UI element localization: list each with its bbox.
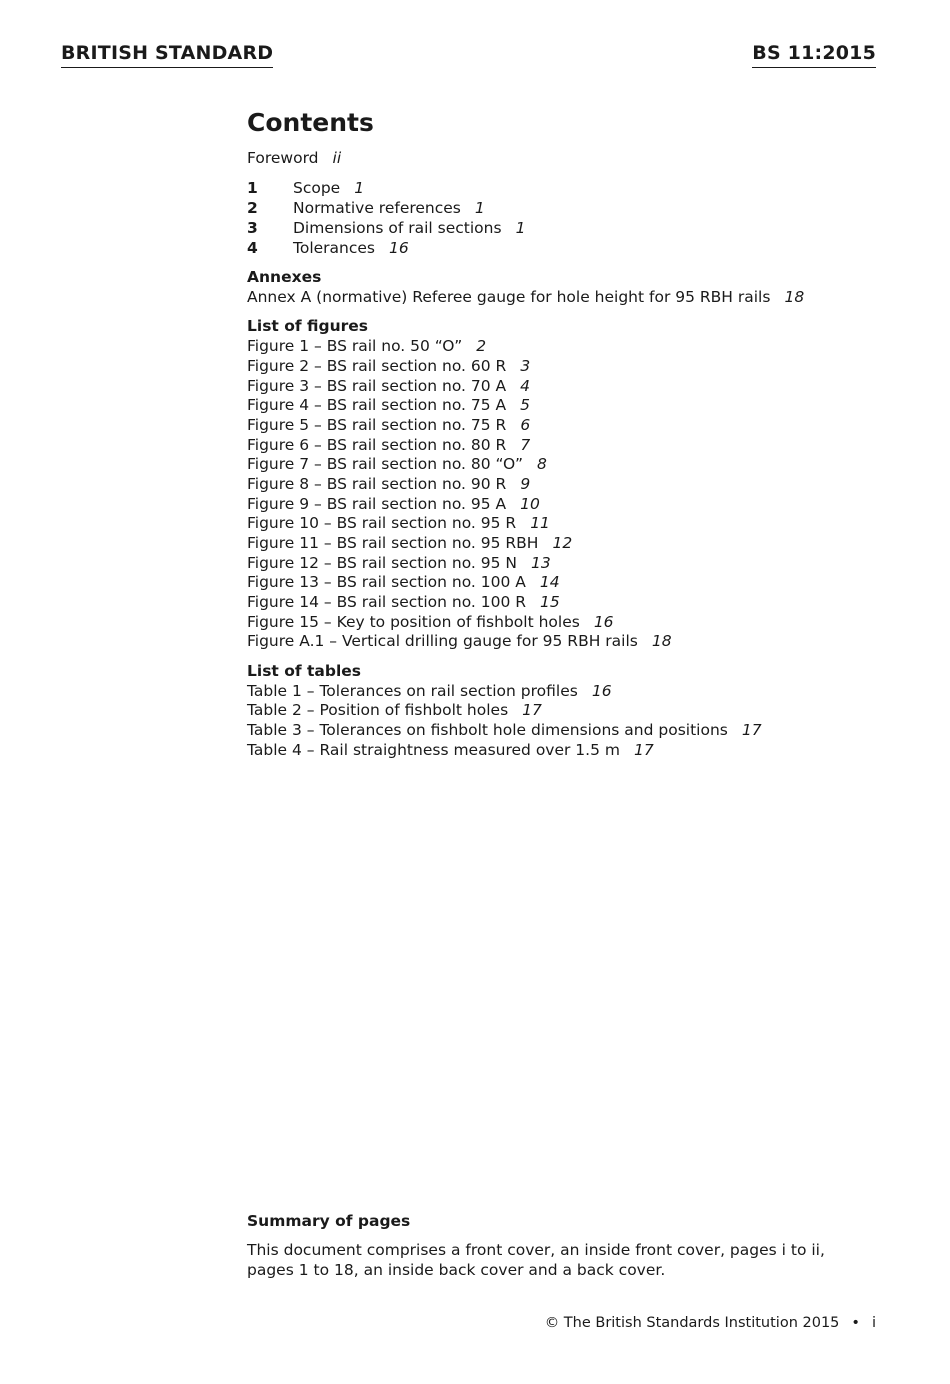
toc-clause[interactable] [247, 238, 409, 258]
toc-table[interactable] [247, 740, 654, 760]
toc-annex[interactable] [247, 287, 804, 307]
toc-clause[interactable] [247, 178, 364, 198]
figure-page: 6 [520, 416, 531, 434]
toc-figure[interactable] [247, 513, 550, 533]
figure-label: Figure 14 – BS rail section no. 100 R [247, 593, 527, 611]
toc-figure[interactable] [247, 435, 530, 455]
toc-figure[interactable] [247, 395, 530, 415]
toc-figure[interactable] [247, 336, 486, 356]
toc-table[interactable] [247, 681, 612, 701]
figure-page: 13 [531, 554, 551, 572]
clause-page: 1 [515, 219, 526, 237]
annex-page: 18 [784, 288, 805, 306]
toc-clause[interactable] [247, 218, 525, 238]
figure-page: 7 [520, 436, 531, 454]
header-left-title: BRITISH STANDARD [61, 42, 273, 68]
copyright-text: © The British Standards Institution 2015 [544, 1315, 840, 1331]
figure-label: Figure 8 – BS rail section no. 90 R [247, 475, 507, 493]
toc-figure[interactable] [247, 612, 614, 632]
figure-label: Figure A.1 – Vertical drilling gauge for 95 RBH rails [247, 632, 638, 650]
figure-page: 16 [593, 613, 614, 631]
figure-label: Figure 10 – BS rail section no. 95 R [247, 514, 517, 532]
figure-label: Figure 3 – BS rail section no. 70 A [247, 377, 507, 395]
figure-label: Figure 12 – BS rail section no. 95 N [247, 554, 518, 572]
figure-label: Figure 9 – BS rail section no. 95 A [247, 495, 507, 513]
figure-page: 3 [520, 357, 531, 375]
figure-label: Figure 2 – BS rail section no. 60 R [247, 357, 507, 375]
table-page: 17 [522, 701, 542, 719]
figure-page: 10 [520, 495, 540, 513]
clause-page: 1 [474, 199, 485, 217]
toc-clause[interactable] [247, 198, 485, 218]
table-label: Table 1 – Tolerances on rail section profiles [247, 682, 578, 700]
figure-label: Figure 1 – BS rail no. 50 “O” [247, 337, 463, 355]
toc-figure[interactable] [247, 454, 547, 474]
figure-page: 15 [540, 593, 560, 611]
toc-figure[interactable] [247, 376, 530, 396]
figure-page: 11 [530, 514, 550, 532]
page-footer [545, 1313, 876, 1333]
annexes-heading: Annexes [247, 268, 322, 286]
page-number: i [871, 1315, 876, 1331]
table-page: 17 [741, 721, 762, 739]
table-page: 17 [633, 741, 654, 759]
figure-label: Figure 15 – Key to position of fishbolt holes [247, 613, 580, 631]
figure-label: Figure 5 – BS rail section no. 75 R [247, 416, 507, 434]
figure-page: 9 [520, 475, 531, 493]
clause-number: 1 [247, 179, 258, 197]
figure-label: Figure 13 – BS rail section no. 100 A [247, 573, 526, 591]
toc-figure[interactable] [247, 592, 560, 612]
figure-page: 4 [520, 377, 531, 395]
figure-label: Figure 11 – BS rail section no. 95 RBH [247, 534, 539, 552]
figure-page: 8 [536, 455, 547, 473]
toc-figure[interactable] [247, 533, 572, 553]
clause-label: Normative references [293, 199, 461, 217]
toc-figure[interactable] [247, 572, 560, 592]
summary-text: This document comprises a front cover, an inside front cover, pages i to ii, pages 1 to 18, an inside back cover and a back cover. [247, 1241, 825, 1279]
figure-page: 12 [552, 534, 573, 552]
tables-heading: List of tables [247, 662, 362, 680]
figures-heading: List of figures [247, 317, 369, 335]
clause-page: 1 [354, 179, 365, 197]
toc-table[interactable] [247, 720, 762, 740]
toc-figure[interactable] [247, 474, 530, 494]
clause-number: 3 [247, 219, 258, 237]
clause-label: Dimensions of rail sections [293, 219, 502, 237]
figure-page: 14 [539, 573, 560, 591]
annex-label: Annex A (normative) Referee gauge for hole height for 95 RBH rails [247, 288, 771, 306]
toc-figure[interactable] [247, 356, 530, 376]
figure-label: Figure 4 – BS rail section no. 75 A [247, 396, 507, 414]
clause-number: 2 [247, 199, 258, 217]
contents-title: Contents [247, 108, 374, 137]
toc-figure[interactable] [247, 631, 672, 651]
table-page: 16 [591, 682, 612, 700]
clause-number: 4 [247, 239, 258, 257]
figure-label: Figure 6 – BS rail section no. 80 R [247, 436, 507, 454]
figure-page: 18 [651, 632, 672, 650]
table-label: Table 2 – Position of fishbolt holes [247, 701, 509, 719]
clause-page: 16 [389, 239, 409, 257]
toc-entry-label: Foreword [247, 149, 319, 167]
toc-figure[interactable] [247, 553, 551, 573]
toc-entry-foreword[interactable] [247, 148, 341, 168]
table-label: Table 3 – Tolerances on fishbolt hole dimensions and positions [247, 721, 728, 739]
toc-entry-page: ii [332, 149, 342, 167]
clause-label: Tolerances [293, 239, 375, 257]
clause-label: Scope [293, 179, 341, 197]
footer-bullet: • [851, 1315, 860, 1331]
toc-table[interactable] [247, 700, 542, 720]
figure-page: 5 [520, 396, 531, 414]
summary-heading: Summary of pages [247, 1212, 411, 1230]
table-label: Table 4 – Rail straightness measured over 1.5 m [247, 741, 620, 759]
header-standard-number: BS 11:2015 [752, 42, 876, 68]
figure-label: Figure 7 – BS rail section no. 80 “O” [247, 455, 523, 473]
figure-page: 2 [476, 337, 487, 355]
toc-figure[interactable] [247, 415, 530, 435]
toc-figure[interactable] [247, 494, 540, 514]
